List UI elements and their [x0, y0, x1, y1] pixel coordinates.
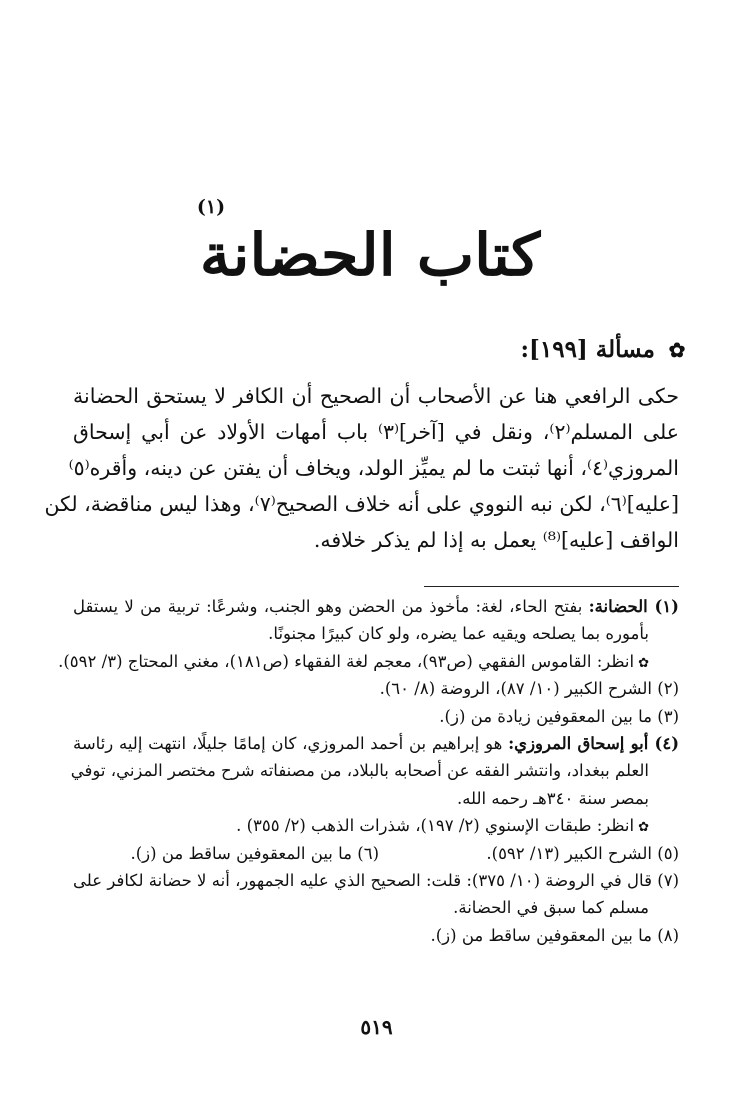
footnote-text: (٥) الشرح الكبير (١٣/ ٥٩٢).: [486, 843, 679, 863]
text-line: على المسلم⁽٢⁾، ونقل في [آخر]⁽٣⁾ باب أمهات الأولاد عن أبي إسحاق: [73, 420, 679, 444]
issue-label: مسألة [١٩٩]:: [520, 336, 655, 363]
footnote-line: بمصر سنة ٣٤٠هـ رحمه الله.: [456, 788, 649, 808]
footnote-line: (٢) الشرح الكبير (١٠/ ٨٧)، الروضة (٨/ ٦٠).: [379, 679, 679, 699]
footnote-line: (٧) قال في الروضة (١٠/ ٣٧٥): قلت: الصحيح الذي عليه الجمهور، أنه لا حضانة لكافر على: [73, 870, 679, 890]
footnote-head: (١) الحضانة:: [588, 597, 679, 616]
text-line: الواقف [عليه]⁽⁸⁾ يعمل به إذا لم يذكر خلافه.: [313, 528, 679, 552]
footnote-line: العلم ببغداد، وانتشر الفقه عن أصحابه بالبلاد، من مصنفاته شرح مختصر المزني، توفي: [70, 761, 649, 781]
star-flower-icon: ✿: [668, 337, 686, 362]
footnote-line: (٨) ما بين المعقوفين ساقط من (ز).: [430, 925, 679, 945]
footnote-text: (٦) ما بين المعقوفين ساقط من (ز).: [130, 843, 379, 863]
footnote-line: [58, 648, 679, 675]
footnote-line: بأموره بما يصلحه ويقيه عما يضره، ولو كان كبيرًا مجنونًا.: [268, 624, 649, 644]
footnote-line: مسلم كما سبق في الحضانة.: [453, 898, 649, 918]
footnote-text: انظر: القاموس الفقهي (ص٩٣)، معجم لغة الفقهاء (ص١٨١)، مغني المحتاج (٣/ ٥٩٢).: [58, 651, 635, 671]
main-text: [44, 378, 679, 558]
page-number: ٥١٩: [360, 1015, 393, 1039]
footnote-text: هو إبراهيم بن أحمد المروزي، كان إمامًا جليلًا، انتهت إليه رئاسة: [73, 733, 503, 753]
footnote-divider: [424, 586, 679, 587]
footnote-line: [73, 593, 679, 620]
star-flower-icon: ✿: [638, 655, 649, 671]
star-flower-icon: ✿: [638, 820, 649, 836]
footnote-text: انظر: طبقات الإسنوي (٢/ ١٩٧)، شذرات الذهب (٢/ ٣٥٥) .: [236, 816, 635, 836]
footnote-head: (٤) أبو إسحاق المروزي:: [508, 733, 680, 753]
footnote-line: [73, 730, 679, 757]
chapter-title: كتاب الحضانة: [199, 221, 541, 289]
footnotes: [58, 593, 680, 949]
title-footnote-marker: (١): [196, 196, 226, 218]
text-line: المروزي⁽٤⁾، أنها ثبتت ما لم يميِّز الولد، ويخاف أن يفتن عن دينه، وأقره⁽٥⁾: [68, 456, 679, 480]
text-line: حكى الرافعي هنا عن الأصحاب أن الصحيح أن الكافر لا يستحق الحضانة: [73, 384, 679, 408]
issue-heading: [520, 336, 687, 363]
footnote-text: بفتح الحاء، لغة: مأخوذ من الحضن وهو الجنب، وشرعًا: تربية من لا يستقل: [73, 597, 583, 616]
text-line: [عليه]⁽٦⁾، لكن نبه النووي على أنه خلاف الصحيح⁽٧⁾، وهذا ليس مناقضة، لكن: [44, 492, 679, 516]
footnote-line: [73, 812, 679, 839]
footnote-line: [73, 840, 679, 867]
footnote-line: (٣) ما بين المعقوفين زيادة من (ز).: [439, 706, 679, 726]
